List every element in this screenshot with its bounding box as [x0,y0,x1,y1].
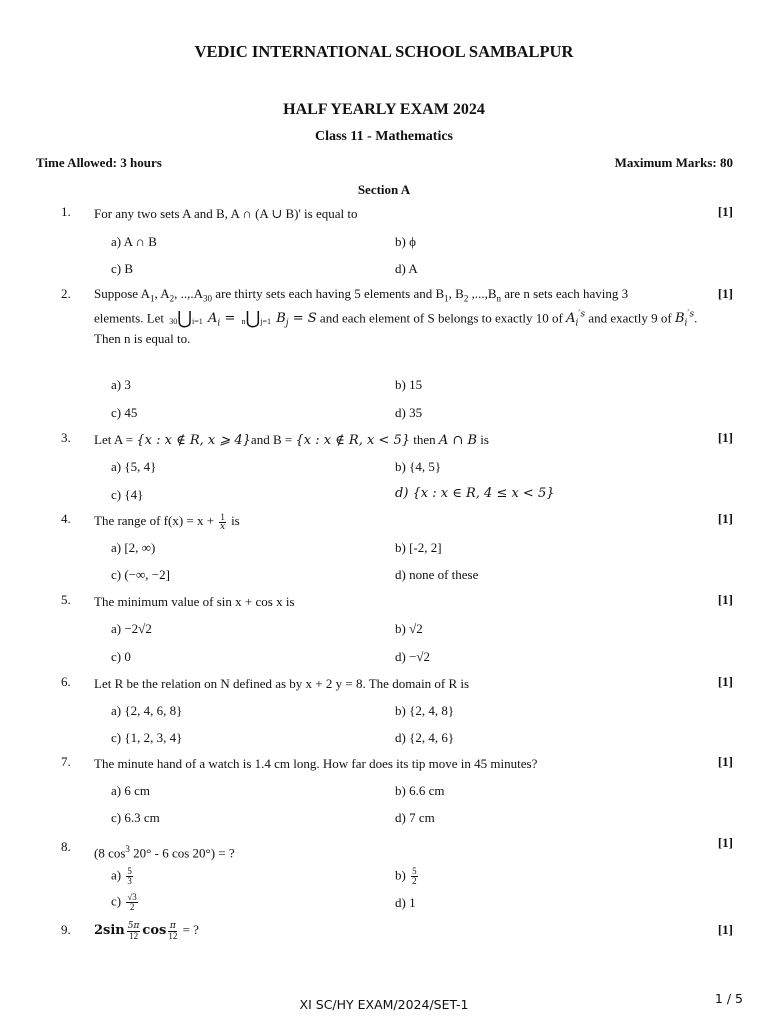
option-d: d) {2, 4, 6} [395,730,455,745]
option-b: b) 6.6 cm [395,783,445,798]
option-c: c) B [111,261,134,276]
question-text: The minute hand of a watch is 1.4 cm long. How far does its tip move in 45 minutes? [94,756,538,771]
option-d: d) −√2 [395,649,431,664]
school-name: VEDIC INTERNATIONAL SCHOOL SAMBALPUR [194,42,574,61]
option-b: b) √2 [395,621,423,636]
option-c: c) (−∞, −2] [111,567,170,582]
option-c: c) 6.3 cm [111,810,160,825]
option-a: a) {5, 4} [111,459,157,474]
option-c: c) $\frac{√3}{2}$ [111,892,137,912]
question-number: 1. [61,204,71,219]
question-marks: [1] [717,286,733,301]
option-d: d) 7 cm [395,810,435,825]
option-d: d) 1 [395,895,416,910]
option-d: d) {x : x ∈ R, 4 ≤ x < 5} [395,486,555,501]
option-b: b) 15 [395,377,423,392]
question-number: 7. [61,754,71,769]
option-b: b) {2, 4, 8} [395,703,455,718]
question-text: Let R be the relation on N defined as by x + 2 y = 8. The domain of R is [94,676,470,691]
exam-title: HALF YEARLY EXAM 2024 [283,101,485,118]
maximum-marks: Maximum Marks: 80 [614,155,733,170]
page-number: 1 / 5 [714,991,743,1006]
option-b: b) {4, 5} [395,459,442,474]
option-c: c) {1, 2, 3, 4} [111,730,183,745]
option-a: a) 3 [111,377,131,392]
option-a: a) [2, ∞) [111,540,156,555]
question-text: Suppose $A_1$, $A_2$, $..,.A_{30}$ are thirty sets each having 5 elements and $B_1$, $B_2$ $,...,B_n$ are n sets each having 3 elements. Let 30⋃i=1 $A_i$ = n⋃j=1 $B_j = S$ and each element of S belongs to exactly 10 of $A_i^{'s}$ and exactly 9 of $B_i^{'s}$. Then n is equal to. [94,286,698,346]
question-number: 5. [61,592,71,607]
time-allowed: Time Allowed: 3 hours [36,155,162,170]
option-c: c) 0 [111,649,131,664]
question-number: 9. [61,922,71,937]
question-text: Let A = {x : x ∉ R, x ⩾ 4}and B = {x : x ∉ R, x < 5} then A ∩ B is [94,432,489,448]
section-heading: Section A [357,182,411,197]
question-marks: [1] [717,430,733,445]
option-b: b) ϕ [395,234,416,249]
option-a: a) {2, 4, 6, 8} [111,703,183,718]
question-marks: [1] [717,204,733,219]
question-marks: [1] [717,835,733,850]
question-marks: [1] [717,922,733,937]
option-d: d) 35 [395,405,423,420]
question-number: 2. [61,286,71,301]
option-c: c) {4} [111,487,144,502]
question-number: 6. [61,674,71,689]
question-number: 3. [61,430,71,445]
question-text: (8 $\cos^3 20^\circ - 6$ cos 20°) = ? [94,844,235,861]
question-text: The minimum value of sin x + cos x is [94,594,295,609]
question-marks: [1] [717,674,733,689]
option-b: b) [-2, 2] [395,540,442,555]
option-d: d) none of these [395,567,479,582]
question-number: 4. [61,511,71,526]
option-a: a) 6 cm [111,783,150,798]
question-text: The range of f(x) = x + $\frac{1}{x}$ is [94,511,240,532]
footer-code: XI SC/HY EXAM/2024/SET-1 [299,997,469,1012]
option-a: a) A ∩ B [111,234,157,249]
union-symbol: n⋃j=1 [241,307,271,329]
option-d: d) A [395,261,418,276]
option-b: b) $\frac{5}{2}$ [395,866,417,886]
class-subject: Class 11 - Mathematics [314,129,454,144]
question-marks: [1] [717,592,733,607]
question-number: 8. [61,839,71,854]
option-a: a) −2√2 [111,621,152,636]
union-symbol: 30⋃i=1 [169,307,203,329]
question-marks: [1] [717,754,733,769]
option-a: a) $\frac{5}{3}$ [111,866,132,886]
question-text: For any two sets A and B, A ∩ (A ∪ B)' is equal to [94,206,358,221]
option-c: c) 45 [111,405,138,420]
question-marks: [1] [717,511,733,526]
question-text: 2sin $\frac{5\pi}{12}$ cos $\frac{\pi}{12}$ = ? [94,920,199,941]
